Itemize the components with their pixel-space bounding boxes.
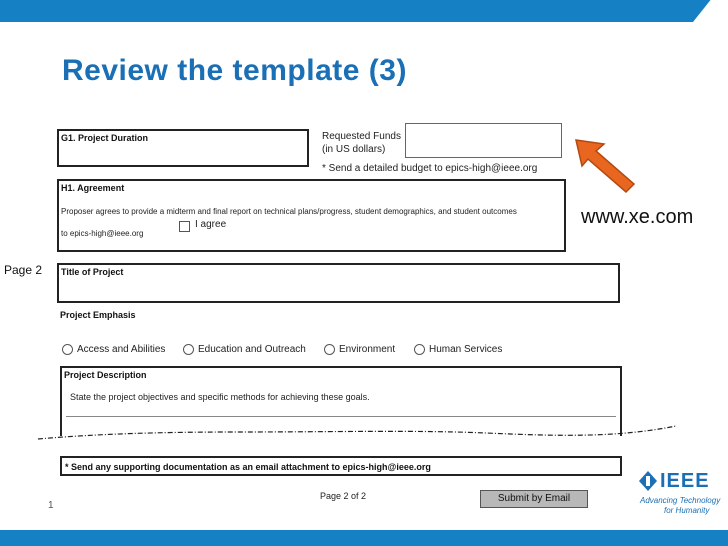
emphasis-option-access[interactable]: Access and Abilities: [62, 344, 165, 355]
agree-checkbox-label: I agree: [195, 219, 227, 230]
ieee-tagline-2: for Humanity: [664, 506, 710, 515]
emphasis-option-human-services[interactable]: Human Services: [414, 344, 502, 355]
torn-edge-divider: [36, 422, 678, 442]
emphasis-option-education[interactable]: Education and Outreach: [183, 344, 306, 355]
requested-funds-unit: (in US dollars): [322, 144, 386, 155]
project-title-label: Title of Project: [61, 267, 124, 277]
agreement-label: H1. Agreement: [61, 183, 125, 193]
project-title-field[interactable]: [57, 263, 620, 303]
url-note: www.xe.com: [581, 206, 694, 228]
project-description-label: Project Description: [64, 370, 147, 380]
supporting-docs-note: * Send any supporting documentation as an email attachment to epics-high@ieee.org: [65, 462, 431, 472]
page-of-indicator: Page 2 of 2: [320, 491, 367, 501]
project-emphasis-label: Project Emphasis: [60, 310, 136, 320]
agree-checkbox[interactable]: [179, 221, 190, 232]
bottom-banner: [0, 530, 728, 546]
budget-note: * Send a detailed budget to epics-high@ieee.org: [322, 163, 538, 174]
requested-funds-label: Requested Funds: [322, 131, 401, 142]
project-duration-label: G1. Project Duration: [61, 133, 149, 143]
arrow-pointer-icon: [574, 138, 636, 194]
slide-number: 1: [48, 500, 54, 511]
top-banner: [0, 0, 728, 22]
supporting-docs-section: [60, 456, 622, 476]
emphasis-option-environment[interactable]: Environment: [324, 344, 395, 355]
description-line: [66, 416, 616, 417]
project-description-hint: State the project objectives and specific methods for achieving these goals.: [70, 392, 370, 402]
radio-icon: [183, 344, 194, 355]
slide-title: Review the template (3): [62, 54, 407, 87]
agreement-text: Proposer agrees to provide a midterm and final report on technical plans/progress, student demographics, and student outcomes: [61, 207, 517, 216]
project-duration-field[interactable]: [57, 129, 309, 167]
agreement-email: to epics-high@ieee.org: [61, 229, 144, 238]
radio-icon: [414, 344, 425, 355]
ieee-diamond-icon: [638, 470, 658, 492]
radio-icon: [62, 344, 73, 355]
ieee-logo-text: IEEE: [660, 470, 710, 492]
agreement-section: [57, 179, 566, 252]
requested-funds-input[interactable]: [405, 123, 562, 158]
page-label: Page 2: [4, 263, 43, 277]
ieee-tagline-1: Advancing Technology: [640, 496, 721, 505]
submit-by-email-button[interactable]: Submit by Email: [480, 490, 588, 508]
radio-icon: [324, 344, 335, 355]
